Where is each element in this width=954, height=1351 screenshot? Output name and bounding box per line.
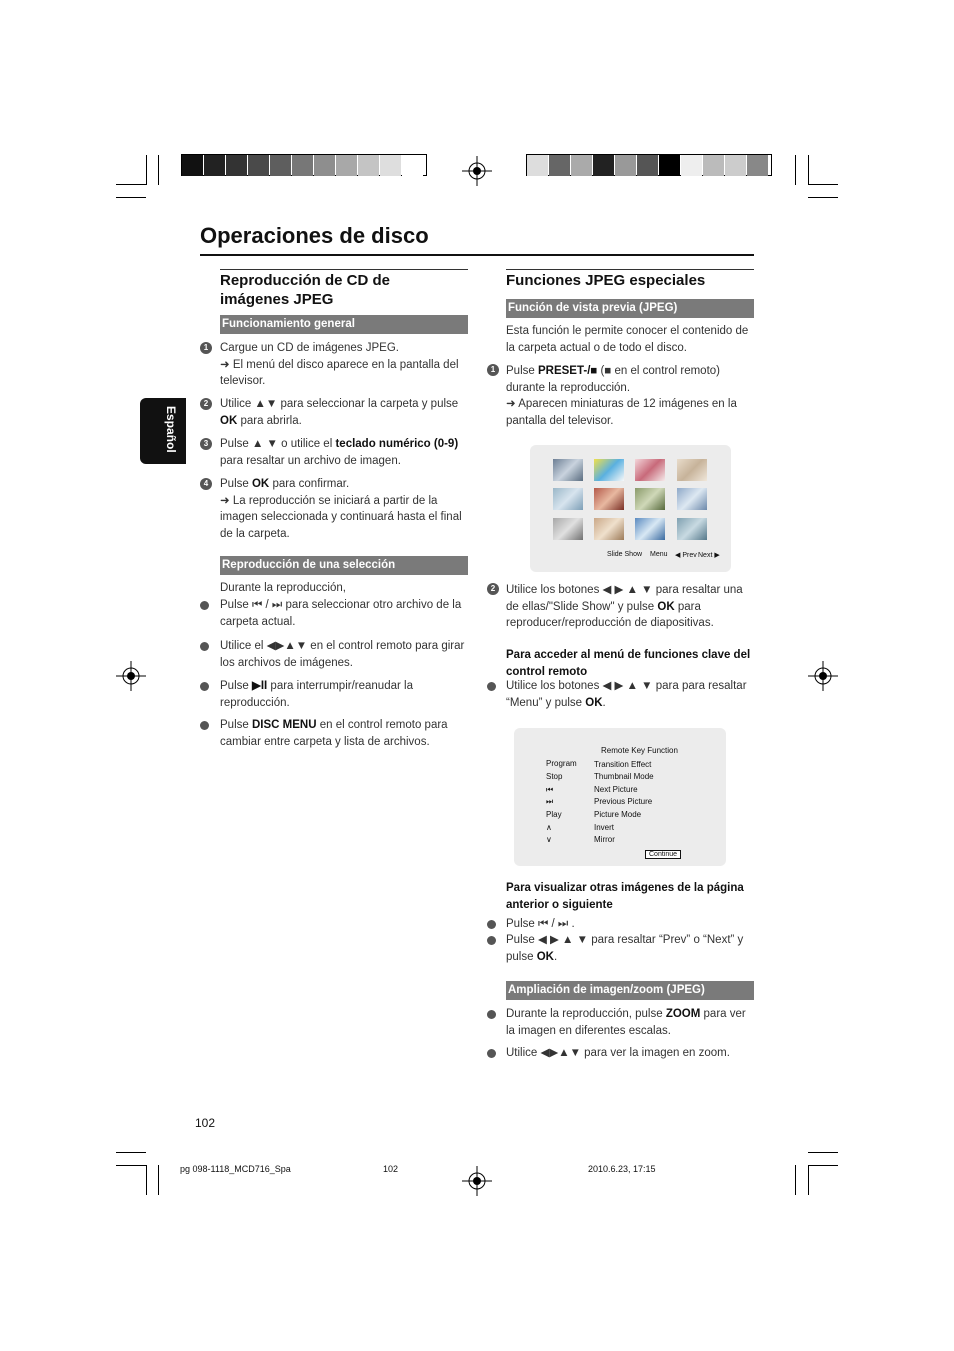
registration-mark-icon	[462, 156, 492, 186]
remote-key-panel	[514, 728, 726, 866]
color-bar-left	[181, 154, 427, 176]
section-bar-selection: Reproducción de una selección	[220, 556, 468, 575]
thumbnail	[553, 459, 583, 481]
thumbnail	[635, 518, 665, 540]
remote-key: ⏭	[546, 797, 554, 806]
subheading-remote-menu: Para acceder al menú de funciones clave del control remoto	[506, 649, 751, 678]
section-heading-jpeg-cd: Reproducción de CD de imágenes JPEG	[220, 272, 391, 308]
during-playback-text: Durante la reproducción,	[220, 582, 346, 594]
remote-key: ∧	[546, 823, 552, 832]
footer-date: 2010.6.23, 17:15	[588, 1164, 656, 1174]
registration-mark-icon	[808, 661, 838, 691]
remote-key: Program	[546, 759, 577, 768]
prev-option[interactable]: ◀ Prev	[675, 552, 697, 559]
remote-function: Transition Effect	[594, 760, 652, 769]
thumbnail	[594, 488, 624, 510]
preview-intro: Esta función le permite conocer el contenido de la carpeta actual o de todo el disco.	[506, 325, 749, 354]
remote-key: Stop	[546, 772, 563, 781]
page-number: 102	[195, 1116, 216, 1130]
registration-mark-icon	[116, 661, 146, 691]
section-bar-preview: Función de vista previa (JPEG)	[506, 299, 754, 318]
thumbnail	[553, 488, 583, 510]
color-bar-right	[526, 154, 772, 176]
remote-function: Invert	[594, 823, 615, 832]
thumbnail-screen	[530, 445, 731, 572]
thumbnail	[635, 459, 665, 481]
thumbnail	[594, 459, 624, 481]
remote-function: Picture Mode	[594, 810, 642, 819]
remote-function: Next Picture	[594, 785, 638, 794]
thumbnail	[677, 488, 707, 510]
thumbnail	[677, 518, 707, 540]
section-heading-jpeg-special: Funciones JPEG especiales	[506, 272, 706, 289]
thumbnail	[594, 518, 624, 540]
section-bar-general: Funcionamiento general	[220, 315, 468, 334]
title-rule	[200, 254, 754, 256]
remote-key: ⏮	[546, 785, 554, 794]
remote-function: Thumbnail Mode	[594, 772, 654, 781]
language-tab	[140, 398, 186, 464]
remote-function: Mirror	[594, 835, 615, 844]
page-title: Operaciones de disco	[200, 223, 429, 248]
menu-option[interactable]: Menu	[650, 551, 668, 558]
remote-key-title: Remote Key Function	[601, 746, 678, 755]
footer-page: 102	[383, 1164, 399, 1174]
section-bar-zoom: Ampliación de imagen/zoom (JPEG)	[506, 981, 754, 1000]
footer-file: pg 098-1118_MCD716_Spa	[180, 1164, 291, 1174]
thumbnail	[553, 518, 583, 540]
registration-mark-icon	[462, 1166, 492, 1196]
continue-button[interactable]: Continue	[645, 850, 681, 859]
remote-function: Previous Picture	[594, 797, 653, 806]
thumbnail	[677, 459, 707, 481]
slide-show-option[interactable]: Slide Show	[607, 551, 643, 558]
next-option[interactable]: Next ▶	[698, 552, 720, 559]
remote-key: ∨	[546, 835, 552, 844]
language-tab-label: Español	[164, 406, 178, 453]
remote-key: Play	[546, 810, 562, 819]
thumbnail	[635, 488, 665, 510]
subheading-prev-next: Para visualizar otras imágenes de la página anterior o siguiente	[506, 882, 744, 911]
